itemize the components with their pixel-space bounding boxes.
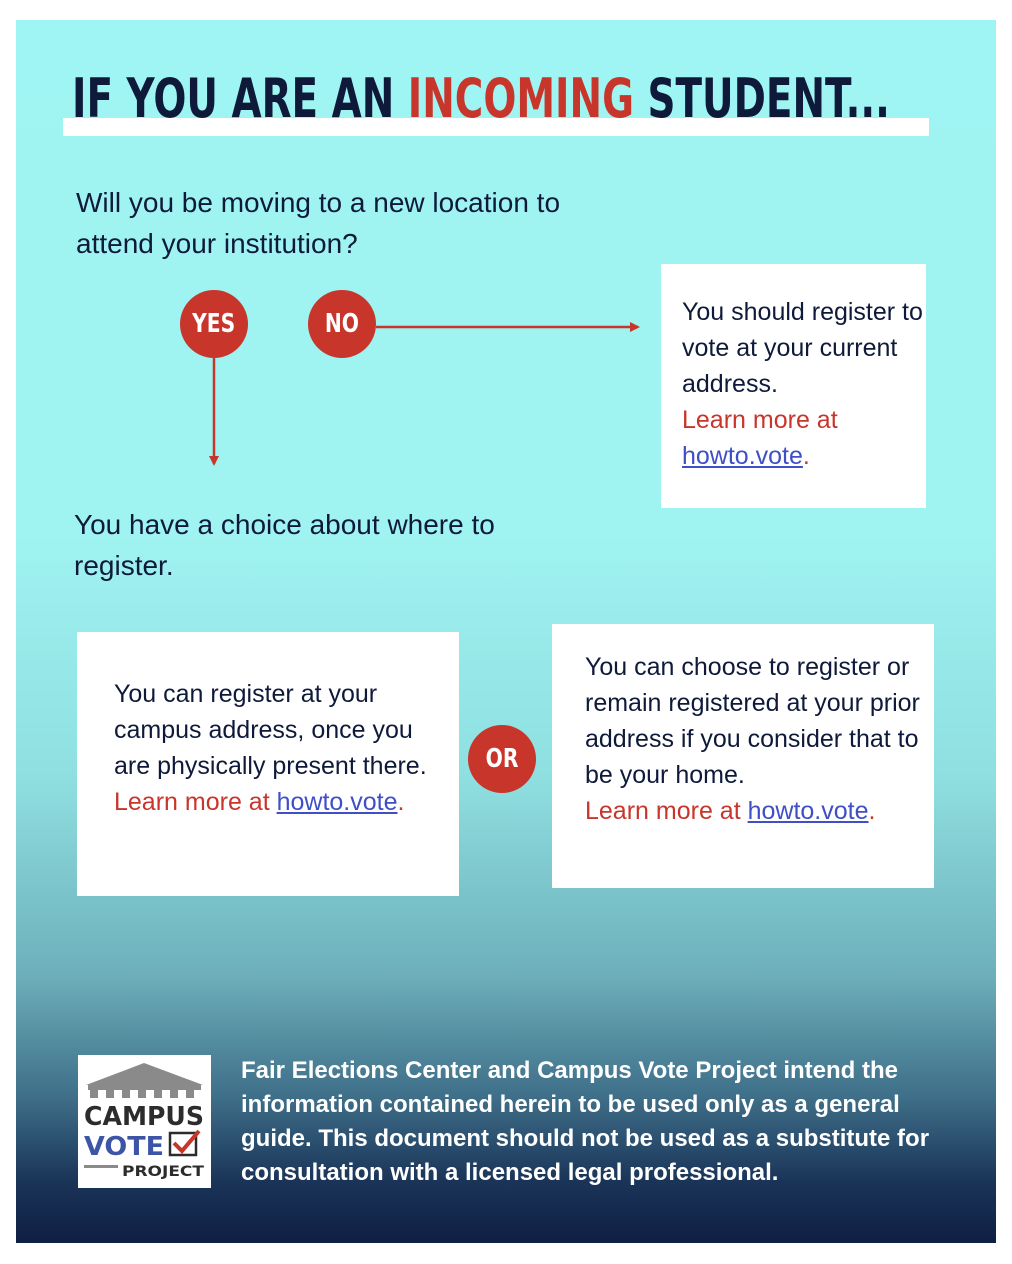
no-result-text: You should register to vote at your current address. [682, 298, 923, 398]
prior-option-box [552, 624, 934, 888]
no-result-link[interactable]: howto.vote [682, 442, 803, 470]
logo-graphic [78, 1055, 211, 1188]
prior-option-link-suffix: . [868, 797, 876, 825]
yes-label: YES [192, 309, 236, 339]
campus-option-link[interactable]: howto.vote [276, 788, 398, 816]
logo-line-vote: VOTE [84, 1132, 164, 1162]
no-result-learn-prefix: Learn more at [682, 406, 838, 434]
campus-vote-project-logo [78, 1055, 211, 1188]
no-circle [308, 290, 376, 358]
disclaimer-text: Fair Elections Center and Campus Vote Project intend the information contained herein to be used only as a general guide. This document should not be used as a substitute for consultation with a licensed legal professional. [241, 1057, 930, 1186]
campus-option-link-suffix: . [397, 788, 405, 816]
prior-option-link[interactable]: howto.vote [747, 797, 869, 825]
prior-option-text: You can choose to register or remain registered at your prior address if you consider that to be your home. [585, 653, 920, 789]
or-label: OR [485, 744, 519, 774]
campus-option-text: You can register at your campus address, once you are physically present there. [114, 680, 427, 780]
logo-line-campus: CAMPUS [84, 1102, 204, 1132]
campus-option-learn-prefix: Learn more at [114, 788, 270, 816]
title-highlight: INCOMING [407, 67, 634, 130]
no-result-link-suffix: . [802, 442, 810, 470]
campus-option-box [77, 632, 459, 896]
or-circle [468, 725, 536, 793]
title-prefix: IF YOU ARE AN [72, 67, 408, 130]
title-suffix: STUDENT... [633, 67, 890, 130]
no-label: NO [324, 309, 360, 339]
no-result-box [661, 264, 926, 508]
yes-result-text: You have a choice about where to register. [74, 509, 495, 581]
logo-line-project: PROJECT [122, 1164, 205, 1180]
infographic-panel [16, 20, 996, 1243]
question-text: Will you be moving to a new location to attend your institution? [76, 187, 561, 259]
yes-circle [180, 290, 248, 358]
page-title [72, 66, 890, 132]
prior-option-learn-prefix: Learn more at [585, 797, 741, 825]
